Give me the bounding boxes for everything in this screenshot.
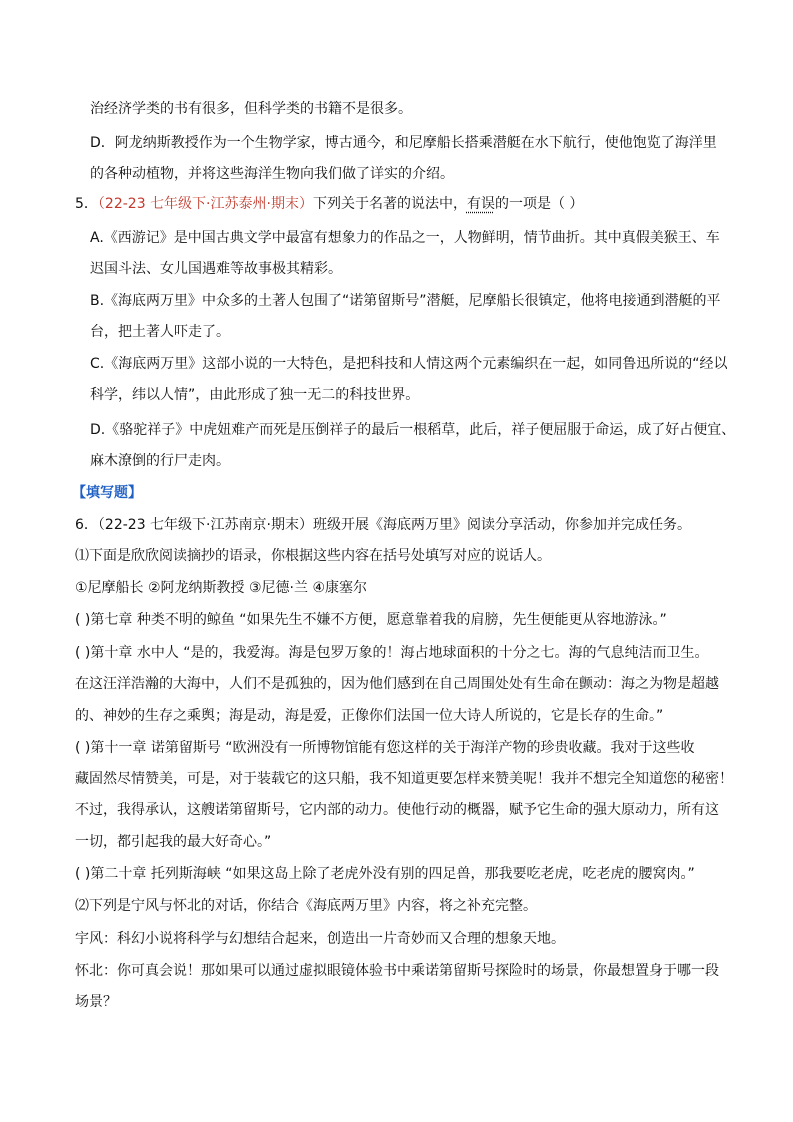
q5-option-b-line2: 台，把土著人吓走了。 xyxy=(90,324,230,340)
q6-stem-text: 班级开展《海底两万里》阅读分享活动，你参加并完成任务。 xyxy=(312,517,691,533)
q6-source: （22-23 七年级下·江苏南京·期末） xyxy=(97,517,313,533)
q6-item-1: ( )第七章 种类不明的鲸鱼 “如果先生不嫌不方便，愿意靠着我的肩膀，先生便能更从容地游泳。” xyxy=(75,612,667,628)
q6-number: 6． xyxy=(75,517,98,533)
q6-item-4: ( )第二十章 托列斯海峡 “如果这岛上除了老虎外没有别的四足兽，那我要吃老虎，吃老虎的腰窝肉。” xyxy=(75,866,695,882)
q6-dialog-yufeng: 宇风：科幻小说将科学与幻想结合起来，创造出一片奇妙而又合理的想象天地。 xyxy=(75,931,565,947)
section-title-fill-in: 【填写题】 xyxy=(72,485,142,501)
q5-stem-emphasis: 有误 xyxy=(466,196,495,212)
q6-dialog-huaibei-line1: 怀北：你可真会说！那如果可以通过虚拟眼镜体验书中乘诺第留斯号探险时的场景，你最想置身于哪一段 xyxy=(75,963,719,979)
q5-option-d-line1: D.《骆驼祥子》中虎妞难产而死是压倒祥子的最后一根稻草，此后，祥子便屈服于命运，成了好占便宜、 xyxy=(90,422,736,438)
q5-source: （22-23 七年级下·江苏泰州·期末） xyxy=(97,196,313,212)
q6-item-3-line3: 不过，我得承认，这艘诺第留斯号，它内部的动力。使他行动的概器，赋予它生命的强大原动力，所有这 xyxy=(75,802,719,818)
q5-stem-before: 下列关于名著的说法中， xyxy=(312,196,467,212)
q6-speaker-options: ①尼摩船长 ②阿龙纳斯教授 ③尼德·兰 ④康塞尔 xyxy=(75,580,368,596)
q6-dialog-huaibei-line2: 场景？ xyxy=(75,994,117,1010)
q6-subquestion-2: ⑵下列是宁风与怀北的对话，你结合《海底两万里》内容，将之补充完整。 xyxy=(75,898,537,914)
q6-item-2-line1: ( )第十章 水中人 “是的，我爱海。海是包罗万象的！海占地球面积的十分之七。海的气息纯洁而卫生。 xyxy=(75,645,709,661)
q6-item-2-line2: 在这汪洋浩瀚的大海中，人们不是孤独的，因为他们感到在自己周围处处有生命在颤动：海之为物是超越 xyxy=(75,676,719,692)
q6-item-3-line1: ( )第十一章 诺第留斯号 “欧洲没有一所博物馆能有您这样的关于海洋产物的珍贵收藏。我对于这些收 xyxy=(75,740,695,756)
prev-c-continued: 治经济学类的书有很多，但科学类的书籍不是很多。 xyxy=(90,101,412,117)
q5-stem xyxy=(75,194,583,214)
q5-option-c-line1: C.《海底两万里》这部小说的一大特色，是把科技和人情这两个元素编织在一起，如同鲁迅所说的“经以 xyxy=(90,356,728,372)
q5-option-a-line1: A.《西游记》是中国古典文学中最富有想象力的作品之一，人物鲜明，情节曲折。其中真假美猴王、车 xyxy=(90,230,720,246)
prev-option-d-line1: D．阿龙纳斯教授作为一个生物学家，博古通今，和尼摩船长搭乘潜艇在水下航行，使他饱览了海洋里 xyxy=(90,135,717,151)
prev-option-d-line2: 的各种动植物，并将这些海洋生物向我们做了详实的介绍。 xyxy=(90,166,454,182)
q5-number: 5． xyxy=(75,196,98,212)
q5-option-b-line1: B.《海底两万里》中众多的土著人包围了“诺第留斯号”潜艇，尼摩船长很镇定，他将电接通到潜艇的平 xyxy=(90,293,721,309)
q6-subquestion-1: ⑴下面是欣欣阅读摘抄的语录，你根据这些内容在括号处填写对应的说话人。 xyxy=(75,548,551,564)
q6-item-3-line4: 一切，都引起我的最大好奇心。” xyxy=(75,834,272,850)
q5-option-d-line2: 麻木潦倒的行尸走肉。 xyxy=(90,453,230,469)
q5-stem-after: 的一项是（ ） xyxy=(494,196,584,212)
q6-item-3-line2: 藏固然尽情赞美，可是，对于装载它的这只船，我不知道更要怎样来赞美呢！我并不想完全知道您的秘密！ xyxy=(75,771,733,787)
q6-stem xyxy=(75,515,691,535)
q5-option-c-line2: 科学，纬以人情”，由此形成了独一无二的科技世界。 xyxy=(90,387,420,403)
q5-option-a-line2: 迟国斗法、女儿国遇难等故事极其精彩。 xyxy=(90,261,342,277)
q6-item-2-line3: 的、神妙的生存之乘舆；海是动，海是爱，正像你们法国一位大诗人所说的，它是长存的生命。” xyxy=(75,708,664,724)
